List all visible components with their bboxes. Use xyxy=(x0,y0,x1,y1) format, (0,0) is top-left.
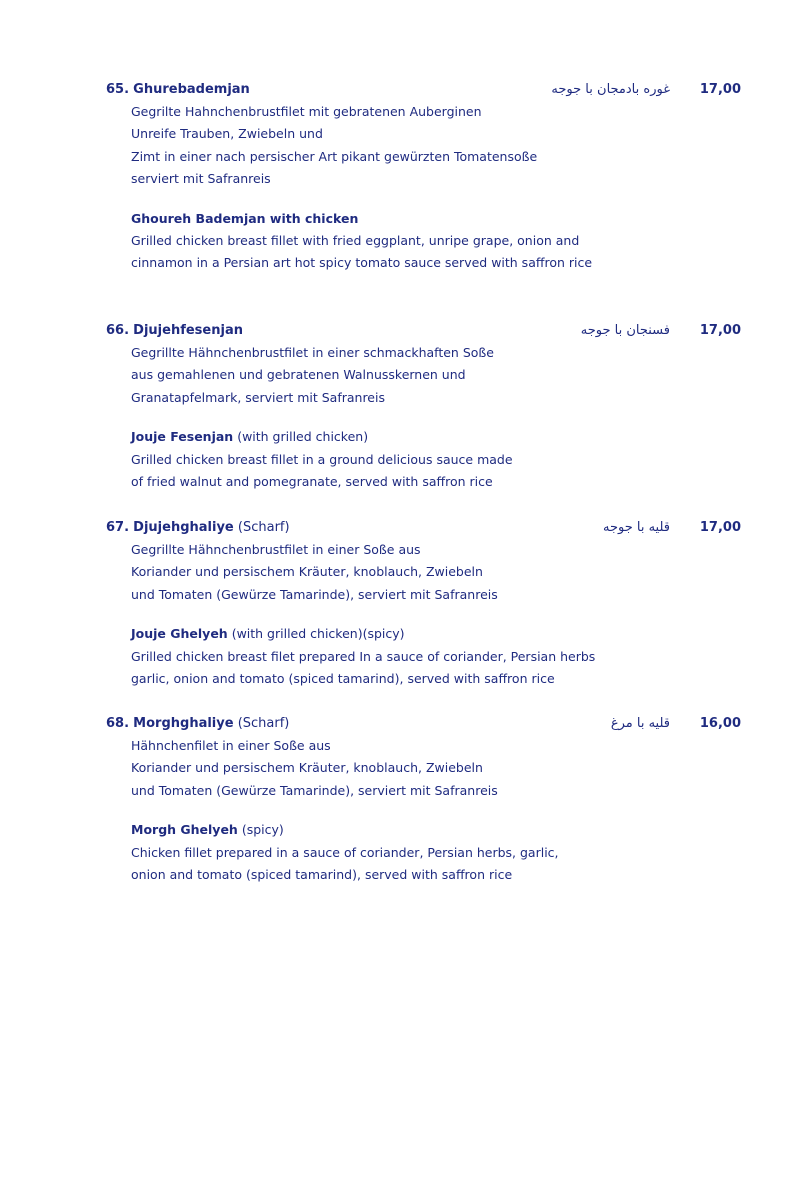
item-header xyxy=(0,713,792,735)
german-description-line: serviert mit Safranreis xyxy=(131,171,271,187)
menu-item-66 xyxy=(0,320,792,493)
german-description-line: aus gemahlenen und gebratenen Walnusskernen und xyxy=(131,367,466,383)
item-name xyxy=(106,320,243,342)
german-description-line: Zimt in einer nach persischer Art pikant gewürzten Tomatensoße xyxy=(131,148,538,164)
item-spice-note: (Scharf) xyxy=(237,520,290,535)
item-number: 65. xyxy=(106,82,130,97)
item-name xyxy=(106,517,290,539)
item-header xyxy=(0,517,792,539)
german-description-line: Granatapfelmark, serviert mit Safranreis xyxy=(131,389,385,405)
english-note: (with grilled chicken) xyxy=(237,429,369,445)
item-title: Djujehghaliye xyxy=(133,520,234,535)
german-description-line: Gegrillte Hähnchenbrustfilet in einer Soße aus xyxy=(131,542,421,557)
item-price: 17,00 xyxy=(699,520,741,535)
item-title: Morghghaliye xyxy=(133,716,234,731)
english-name xyxy=(131,208,792,230)
german-description-line: Koriander und persischem Kräuter, knoblauch, Zwiebeln xyxy=(131,760,483,776)
item-title: Ghurebademjan xyxy=(133,82,250,97)
english-title: Morgh Ghelyeh xyxy=(131,822,238,838)
english-name xyxy=(131,426,792,448)
item-farsi-name: فسنجان با جوجه xyxy=(580,323,670,338)
english-description-line: Chicken fillet prepared in a sauce of coriander, Persian herbs, garlic, xyxy=(131,844,559,860)
item-spice-note: (Scharf) xyxy=(237,716,290,731)
menu-item-67 xyxy=(0,517,792,690)
english-note: (spicy) xyxy=(241,822,284,838)
english-description-line: onion and tomato (spiced tamarind), served with saffron rice xyxy=(131,867,513,883)
english-name xyxy=(131,819,792,841)
english-description-line: Grilled chicken breast filet prepared In a sauce of coriander, Persian herbs xyxy=(131,648,596,664)
english-title: Ghoureh Bademjan with chicken xyxy=(131,210,359,226)
item-number: 68. xyxy=(106,716,130,731)
menu-item-68 xyxy=(0,713,792,886)
german-description-line: und Tomaten (Gewürze Tamarinde), serviert mit Safranreis xyxy=(131,586,498,602)
english-description-line: Grilled chicken breast fillet with fried eggplant, unripe grape, onion and xyxy=(131,233,580,249)
english-title: Jouje Ghelyeh xyxy=(131,626,228,642)
item-price: 17,00 xyxy=(699,323,741,338)
item-header xyxy=(0,320,792,342)
german-description-line: Gegrilte Hahnchenbrustfilet mit gebratenen Auberginen xyxy=(131,104,482,119)
item-price: 17,00 xyxy=(699,82,741,97)
menu-item-65 xyxy=(0,79,792,275)
item-farsi-name: قلیه با مرغ xyxy=(610,716,670,731)
item-name xyxy=(106,79,250,101)
english-note: (with grilled chicken)(spicy) xyxy=(231,626,405,642)
english-title: Jouje Fesenjan xyxy=(131,429,234,445)
german-description-line: Unreife Trauben, Zwiebeln und xyxy=(131,126,323,142)
english-description-line: Grilled chicken breast fillet in a ground delicious sauce made xyxy=(131,451,513,467)
german-description-line: und Tomaten (Gewürze Tamarinde), serviert mit Safranreis xyxy=(131,782,498,798)
item-price: 16,00 xyxy=(699,716,741,731)
item-number: 67. xyxy=(106,520,130,535)
item-header xyxy=(0,79,792,101)
english-description-line: of fried walnut and pomegranate, served with saffron rice xyxy=(131,474,493,490)
german-description-line: Koriander und persischem Kräuter, knoblauch, Zwiebeln xyxy=(131,564,483,580)
item-title: Djujehfesenjan xyxy=(133,323,243,338)
english-description-line: garlic, onion and tomato (spiced tamarind), served with saffron rice xyxy=(131,671,555,687)
english-description-line: cinnamon in a Persian art hot spicy tomato sauce served with saffron rice xyxy=(131,255,593,271)
item-number: 66. xyxy=(106,323,130,338)
item-name xyxy=(106,713,289,735)
german-description-line: Hähnchenfilet in einer Soße aus xyxy=(131,738,331,753)
item-farsi-name: قلیه با جوجه xyxy=(602,520,670,535)
german-description-line: Gegrillte Hähnchenbrustfilet in einer schmackhaften Soße xyxy=(131,345,494,360)
english-name xyxy=(131,623,792,645)
item-farsi-name: غوره بادمجان با جوجه xyxy=(551,82,670,97)
